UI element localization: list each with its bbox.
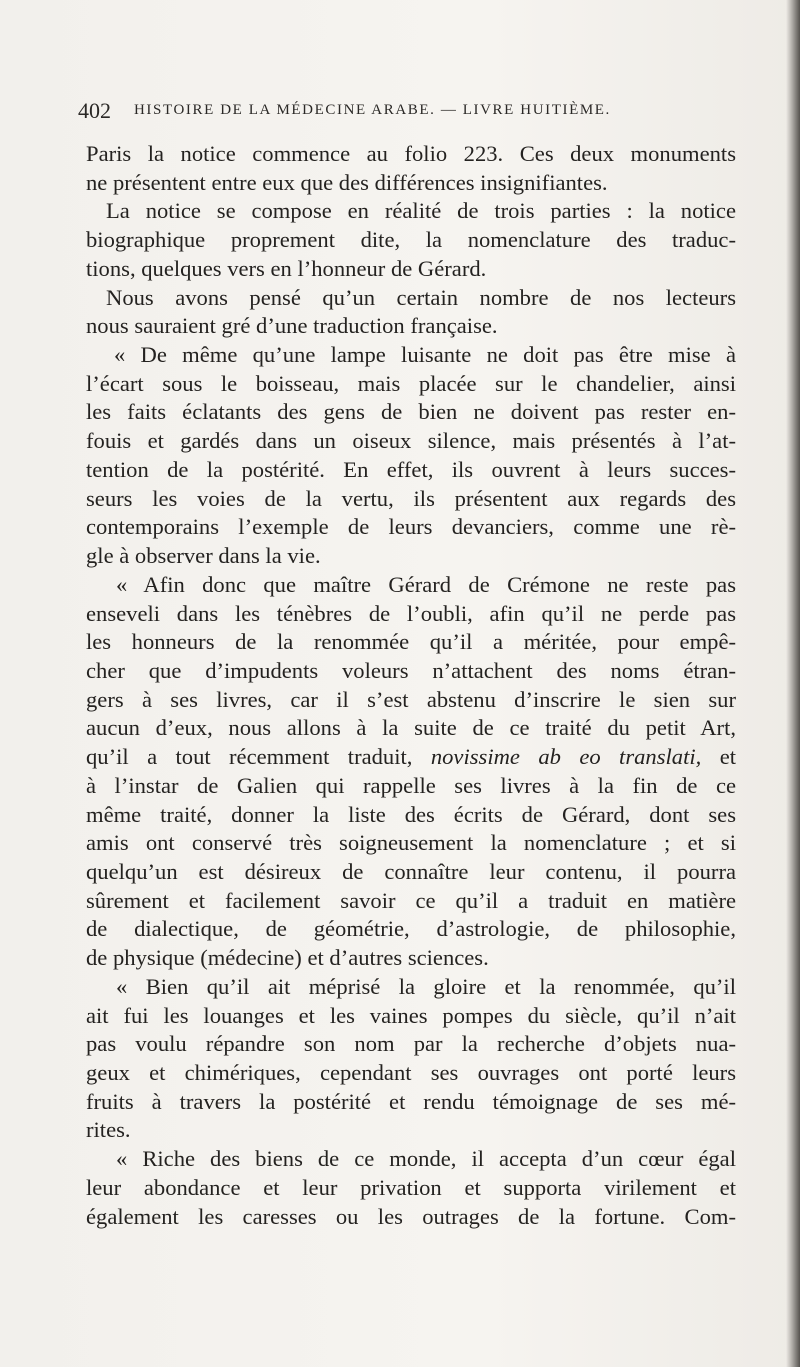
text-line: les honneurs de la renommée qu’il a méritée, pour empê- xyxy=(86,629,736,655)
page-number: 402 xyxy=(78,98,111,123)
text-line: geux et chimériques, cependant ses ouvrages ont porté leurs xyxy=(86,1060,736,1085)
text-line: ne présentent entre eux que des différences insignifiantes. xyxy=(86,169,608,195)
text-line: de physique (médecine) et d’autres sciences. xyxy=(86,945,489,971)
paragraph-first-line: « De même qu’une lampe luisante ne doit pas être mise à xyxy=(114,342,736,368)
text-span: et xyxy=(719,744,736,770)
text-line: aucun d’eux, nous allons à la suite de ce traité du petit Art, xyxy=(86,715,736,741)
text-line: gle à observer dans la vie. xyxy=(86,543,321,569)
text-line: nous sauraient gré d’une traduction française. xyxy=(86,313,498,339)
latin-quote: novissime ab eo translati, xyxy=(430,744,702,770)
text-line: leur abondance et leur privation et supporta virilement et xyxy=(86,1174,736,1200)
paragraph-first-line: « Riche des biens de ce monde, il accepta d’un cœur égal xyxy=(116,1146,736,1172)
text-line: l’écart sous le boisseau, mais placée sur le chandelier, ainsi xyxy=(86,370,736,396)
text-line: les faits éclatants des gens de bien ne doivent pas rester en- xyxy=(86,399,736,425)
text-line: contemporains l’exemple de leurs devanciers, comme une rè- xyxy=(86,514,736,540)
text-line-with-italic xyxy=(86,743,736,772)
text-line: Paris la notice commence au folio 223. Ces deux monuments xyxy=(86,141,736,166)
paragraph-first-line: La notice se compose en réalité de trois parties : la notice xyxy=(106,198,736,224)
text-line: fouis et gardés dans un oiseux silence, mais présentés à l’at- xyxy=(86,428,736,454)
text-line: seurs les voies de la vertu, ils présentent aux regards des xyxy=(86,485,736,511)
text-line: cher que d’impudents voleurs n’attachent des noms étran- xyxy=(86,657,736,683)
text-line: fruits à travers la postérité et rendu témoignage de ses mé- xyxy=(86,1088,736,1114)
running-title: HISTOIRE DE LA MÉDECINE ARABE. — LIVRE HUITIÈME. xyxy=(134,102,611,118)
page-edge-shadow xyxy=(786,0,800,1367)
paragraph-first-line: « Bien qu’il ait méprisé la gloire et la renommée, qu’il xyxy=(116,973,736,999)
text-line: tention de la postérité. En effet, ils ouvrent à leurs succes- xyxy=(86,456,736,482)
text-line: rites. xyxy=(86,1117,131,1143)
text-span: qu’il a tout récemment traduit, xyxy=(86,744,413,770)
text-line: enseveli dans les ténèbres de l’oubli, afin qu’il ne perde pas xyxy=(86,600,736,626)
text-line: ait fui les louanges et les vaines pompes du siècle, qu’il n’ait xyxy=(86,1002,736,1028)
text-line: amis ont conservé très soigneusement la nomenclature ; et si xyxy=(86,830,736,856)
text-line: de dialectique, de géométrie, d’astrologie, de philosophie, xyxy=(86,916,736,942)
text-line: sûrement et facilement savoir ce qu’il a traduit en matière xyxy=(86,887,736,913)
text-line: également les caresses ou les outrages de la fortune. Com- xyxy=(86,1203,736,1229)
running-header xyxy=(78,98,678,128)
text-line: à l’instar de Galien qui rappelle ses livres à la fin de ce xyxy=(86,772,736,798)
text-line: pas voulu répandre son nom par la recherche d’objets nua- xyxy=(86,1031,736,1057)
paragraph-first-line: « Afin donc que maître Gérard de Crémone ne reste pas xyxy=(116,571,736,597)
text-line: quelqu’un est désireux de connaître leur contenu, il pourra xyxy=(86,858,736,884)
text-line: biographique proprement dite, la nomenclature des traduc- xyxy=(86,227,736,253)
text-line: même traité, donner la liste des écrits de Gérard, dont ses xyxy=(86,801,736,827)
text-line: gers à ses livres, car il s’est abstenu d’inscrire le sien sur xyxy=(86,686,736,712)
paragraph-first-line: Nous avons pensé qu’un certain nombre de nos lecteurs xyxy=(106,284,736,310)
text-line: tions, quelques vers en l’honneur de Gérard. xyxy=(86,255,487,281)
body-text xyxy=(86,140,736,1231)
